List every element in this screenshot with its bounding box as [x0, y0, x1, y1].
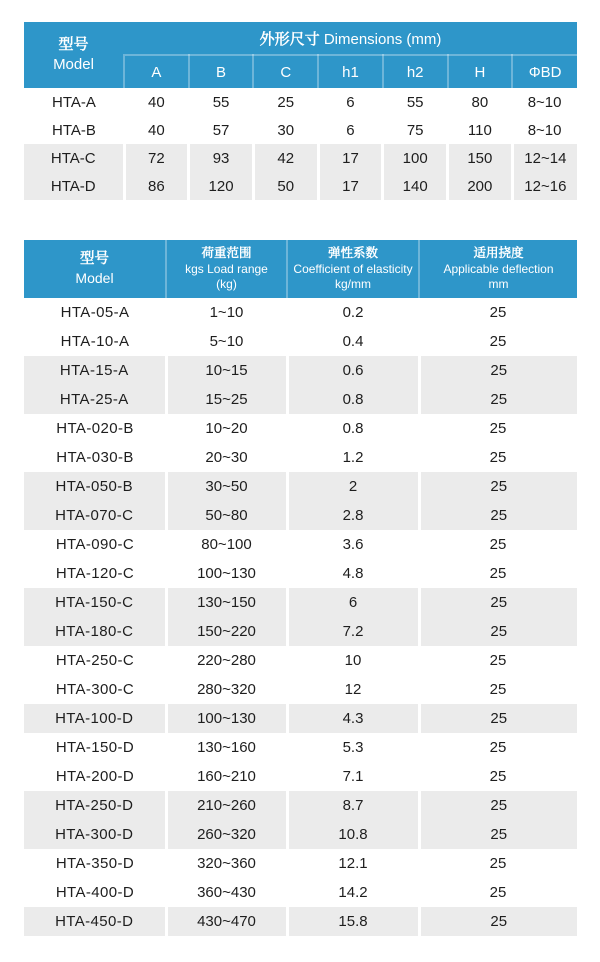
cell-defl: 25 — [419, 907, 577, 936]
cell-model: HTA-300-D — [24, 820, 166, 849]
cell-defl: 25 — [489, 536, 507, 553]
cell-coeff: 14.2 — [338, 884, 368, 901]
cell-coeff: 10 — [344, 652, 362, 669]
cell-value: 12~14 — [512, 144, 577, 172]
cell-model: HTA-070-C — [24, 501, 166, 530]
cell-coeff: 2 — [287, 472, 419, 501]
table-row — [24, 414, 577, 443]
cell-model: HTA-300-C — [55, 681, 135, 698]
col-header-load-range — [166, 240, 287, 298]
cell-value: 93 — [189, 144, 254, 172]
cell-load: 20~30 — [205, 449, 248, 466]
cell-defl: 25 — [489, 449, 507, 466]
cell-load: 210~260 — [166, 791, 287, 820]
table-row — [24, 733, 577, 762]
col-header-coefficient — [287, 240, 419, 298]
cell-model: HTA-350-D — [55, 855, 135, 872]
cell-defl: 25 — [489, 333, 507, 350]
cell-defl: 25 — [489, 884, 507, 901]
table-row — [24, 472, 577, 501]
cell-value: 6 — [346, 93, 355, 111]
cell-defl: 25 — [419, 617, 577, 646]
cell-value: 6 — [346, 121, 355, 139]
cell-load: 130~150 — [166, 588, 287, 617]
cell-model: HTA-25-A — [24, 385, 166, 414]
cell-coeff: 5.3 — [342, 739, 364, 756]
cell-value: 110 — [467, 121, 492, 139]
cell-value: 80 — [471, 93, 489, 111]
cell-value: 42 — [253, 144, 318, 172]
defl-header-zh: 适用挠度 — [473, 246, 524, 261]
col-header-dimensions — [124, 22, 577, 55]
cell-defl: 25 — [419, 704, 577, 733]
cell-load: 30~50 — [166, 472, 287, 501]
cell-model: HTA-C — [24, 144, 124, 172]
cell-load: 160~210 — [197, 768, 256, 785]
cell-defl: 25 — [419, 791, 577, 820]
cell-load: 430~470 — [166, 907, 287, 936]
table-row — [24, 791, 577, 820]
model-header-en: Model — [75, 270, 114, 287]
cell-value: 50 — [253, 172, 318, 200]
col-header-C: C — [253, 55, 318, 88]
dimensions-header-zh: 外形尺寸 — [259, 30, 320, 48]
cell-load: 320~360 — [197, 855, 256, 872]
cell-value: 72 — [124, 144, 189, 172]
col-header-A: A — [124, 55, 189, 88]
load-range-table — [24, 240, 577, 936]
load-header-en: kgs Load range — [185, 261, 268, 276]
cell-defl: 25 — [489, 768, 507, 785]
cell-load: 100~130 — [166, 704, 287, 733]
cell-value: 86 — [124, 172, 189, 200]
table-row — [24, 116, 577, 144]
load-header-zh: 荷重范围 — [201, 246, 252, 261]
cell-value: 17 — [318, 144, 383, 172]
cell-load: 260~320 — [166, 820, 287, 849]
cell-defl: 25 — [419, 588, 577, 617]
defl-header-unit: mm — [488, 277, 509, 292]
col-header-phiBD: ΦBD — [512, 55, 577, 88]
cell-value: 140 — [383, 172, 448, 200]
col-header-deflection — [419, 240, 577, 298]
table-row — [24, 675, 577, 704]
table-row — [24, 172, 577, 200]
defl-header-en: Applicable deflection — [443, 261, 554, 276]
cell-value: 120 — [189, 172, 254, 200]
table-row — [24, 144, 577, 172]
cell-value: 12~16 — [512, 172, 577, 200]
cell-value: 150 — [448, 144, 513, 172]
table-row — [24, 762, 577, 791]
cell-coeff: 12.1 — [338, 855, 368, 872]
cell-defl: 25 — [419, 385, 577, 414]
cell-defl: 25 — [489, 565, 507, 582]
table-row — [24, 385, 577, 414]
cell-model: HTA-120-C — [55, 565, 135, 582]
cell-defl: 25 — [489, 304, 507, 321]
cell-value: 55 — [212, 93, 230, 111]
cell-value: 30 — [277, 121, 295, 139]
cell-coeff: 0.8 — [287, 385, 419, 414]
cell-value: 8~10 — [527, 121, 562, 139]
cell-model: HTA-450-D — [24, 907, 166, 936]
coeff-header-en: Coefficient of elasticity — [293, 261, 413, 276]
cell-coeff: 2.8 — [287, 501, 419, 530]
table-row — [24, 356, 577, 385]
cell-model: HTA-150-C — [24, 588, 166, 617]
cell-coeff: 0.2 — [342, 304, 364, 321]
cell-coeff: 7.1 — [342, 768, 364, 785]
col-header-h2: h2 — [383, 55, 448, 88]
table-row — [24, 617, 577, 646]
cell-load: 80~100 — [201, 536, 252, 553]
cell-model: HTA-150-D — [55, 739, 135, 756]
dimensions-header-en: Dimensions (mm) — [323, 30, 442, 48]
model-header-zh: 型号 — [58, 35, 89, 53]
cell-model: HTA-180-C — [24, 617, 166, 646]
cell-value: 8~10 — [527, 93, 562, 111]
cell-defl: 25 — [419, 472, 577, 501]
cell-load: 10~15 — [166, 356, 287, 385]
cell-coeff: 6 — [287, 588, 419, 617]
cell-value: 100 — [383, 144, 448, 172]
cell-model: HTA-090-C — [55, 536, 135, 553]
table-row — [24, 443, 577, 472]
cell-model: HTA-D — [24, 172, 124, 200]
cell-load: 10~20 — [205, 420, 248, 437]
cell-defl: 25 — [489, 652, 507, 669]
cell-model: HTA-050-B — [24, 472, 166, 501]
cell-model: HTA-B — [52, 121, 96, 139]
col-header-model — [24, 22, 124, 88]
load-header-unit: (kg) — [216, 277, 237, 292]
cell-value: 17 — [318, 172, 383, 200]
cell-value: 40 — [148, 93, 165, 111]
cell-load: 50~80 — [166, 501, 287, 530]
cell-model: HTA-10-A — [60, 333, 130, 350]
cell-coeff: 3.6 — [342, 536, 364, 553]
cell-value: 55 — [406, 93, 424, 111]
col-header-h1: h1 — [318, 55, 383, 88]
dimensions-table-header — [24, 22, 577, 88]
model-header-en: Model — [53, 56, 94, 73]
table-row — [24, 820, 577, 849]
cell-model: HTA-250-C — [55, 652, 135, 669]
coeff-header-unit: kg/mm — [335, 277, 371, 292]
cell-load: 15~25 — [166, 385, 287, 414]
cell-defl: 25 — [419, 356, 577, 385]
cell-load: 130~160 — [197, 739, 256, 756]
cell-model: HTA-400-D — [55, 884, 135, 901]
cell-model: HTA-020-B — [56, 420, 134, 437]
cell-coeff: 0.6 — [287, 356, 419, 385]
cell-defl: 25 — [489, 855, 507, 872]
col-header-H: H — [448, 55, 513, 88]
dimensions-table — [24, 22, 577, 200]
cell-model: HTA-100-D — [24, 704, 166, 733]
model-header-zh: 型号 — [80, 251, 109, 268]
table-row — [24, 530, 577, 559]
cell-defl: 25 — [489, 739, 507, 756]
cell-coeff: 15.8 — [287, 907, 419, 936]
cell-load: 150~220 — [166, 617, 287, 646]
cell-model: HTA-030-B — [56, 449, 134, 466]
cell-defl: 25 — [489, 420, 507, 437]
cell-model: HTA-200-D — [55, 768, 135, 785]
col-header-B: B — [189, 55, 254, 88]
table-row — [24, 327, 577, 356]
cell-load: 220~280 — [197, 652, 256, 669]
table-row — [24, 907, 577, 936]
table-row — [24, 646, 577, 675]
cell-coeff: 4.3 — [287, 704, 419, 733]
table-row — [24, 501, 577, 530]
cell-coeff: 0.8 — [342, 420, 364, 437]
table-row — [24, 88, 577, 116]
cell-model: HTA-250-D — [24, 791, 166, 820]
cell-coeff: 4.8 — [342, 565, 364, 582]
col-header-model — [24, 240, 166, 298]
table-row — [24, 878, 577, 907]
cell-coeff: 0.4 — [342, 333, 364, 350]
cell-defl: 25 — [419, 501, 577, 530]
cell-value: 75 — [406, 121, 424, 139]
table-row — [24, 559, 577, 588]
cell-model: HTA-05-A — [60, 304, 130, 321]
table-row — [24, 849, 577, 878]
cell-value: 40 — [148, 121, 165, 139]
cell-coeff: 7.2 — [287, 617, 419, 646]
table-row — [24, 588, 577, 617]
cell-model: HTA-A — [52, 93, 96, 111]
cell-load: 360~430 — [197, 884, 256, 901]
cell-load: 280~320 — [197, 681, 256, 698]
table-row — [24, 298, 577, 327]
cell-load: 100~130 — [197, 565, 256, 582]
cell-defl: 25 — [419, 820, 577, 849]
cell-coeff: 10.8 — [287, 820, 419, 849]
coeff-header-zh: 弹性系数 — [327, 246, 378, 261]
table-row — [24, 704, 577, 733]
cell-defl: 25 — [489, 681, 507, 698]
cell-coeff: 8.7 — [287, 791, 419, 820]
load-range-table-header — [24, 240, 577, 298]
cell-load: 5~10 — [209, 333, 244, 350]
cell-load: 1~10 — [209, 304, 244, 321]
cell-value: 57 — [212, 121, 230, 139]
cell-value: 200 — [448, 172, 513, 200]
cell-model: HTA-15-A — [24, 356, 166, 385]
cell-value: 25 — [277, 93, 295, 111]
cell-coeff: 12 — [344, 681, 362, 698]
cell-coeff: 1.2 — [342, 449, 364, 466]
